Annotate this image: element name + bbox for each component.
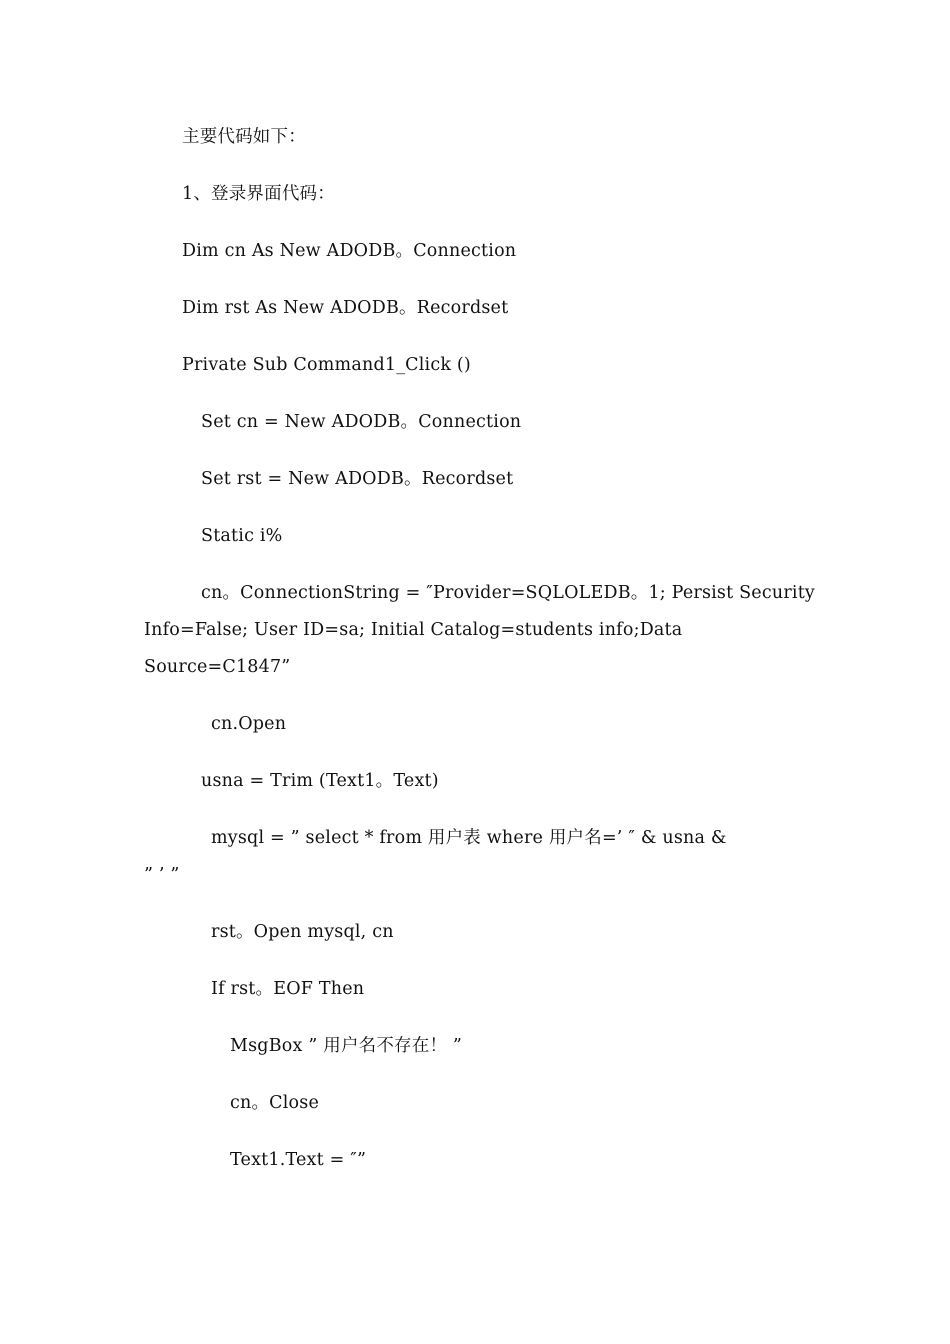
code-line: rst。Open mysql, cn	[211, 922, 394, 942]
code-line: mysql = ” select * from 用户表 where 用户名=’ ″ & usna &	[211, 828, 727, 848]
code-line: Dim cn As New ADODB。Connection	[182, 241, 517, 261]
code-line: Dim rst As New ADODB。Recordset	[182, 298, 509, 318]
code-line: MsgBox ” 用户名不存在！ ”	[230, 1036, 463, 1056]
code-line: Text1.Text = ″”	[230, 1150, 367, 1170]
code-line: cn.Open	[211, 714, 287, 734]
section-heading: 1、登录界面代码：	[182, 184, 335, 204]
code-line: Set rst = New ADODB。Recordset	[201, 469, 514, 489]
code-line: ” ’ ”	[144, 865, 180, 885]
intro-heading: 主要代码如下：	[182, 127, 306, 147]
code-line: Info=False; User ID=sa; Initial Catalog=students info;Data	[144, 620, 683, 640]
code-line: Private Sub Command1_Click ()	[182, 355, 471, 375]
code-line: usna = Trim (Text1。Text)	[201, 771, 439, 791]
code-line: cn。ConnectionString = ″Provider=SQLOLEDB。1; Persist Security	[201, 583, 816, 603]
code-line: Set cn = New ADODB。Connection	[201, 412, 522, 432]
code-line: Static i%	[201, 526, 283, 546]
code-line: cn。Close	[230, 1093, 320, 1113]
code-line: If rst。EOF Then	[211, 979, 365, 999]
code-line: Source=C1847”	[144, 657, 291, 677]
